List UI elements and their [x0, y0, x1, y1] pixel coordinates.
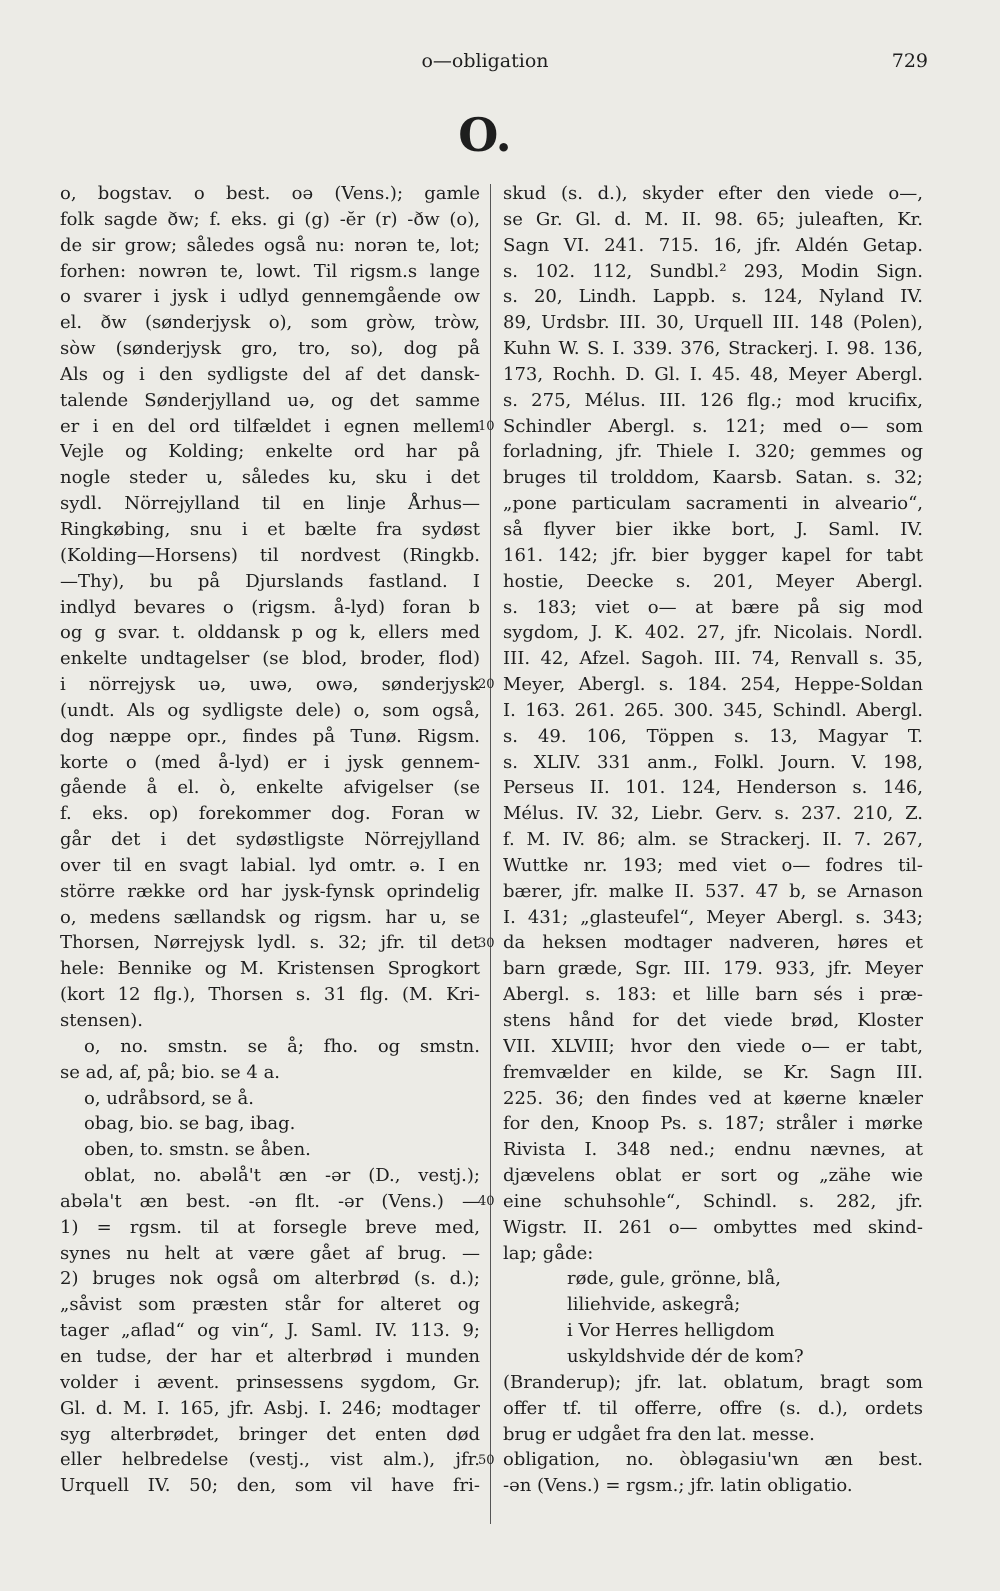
- text-line: Abergl. s. 183: et lille barn sés i præ-: [503, 984, 923, 1006]
- text-line: 161. 142; jfr. bier bygger kapel for tabt: [503, 544, 923, 566]
- text-line: gående å el. ò, enkelte afvigelser (se: [60, 777, 480, 799]
- text-line: f. eks. op) forekommer dog. Foran w: [60, 803, 480, 825]
- section-letter: O.: [458, 108, 512, 162]
- text-line: större række ord har jysk-fynsk oprindelig: [60, 880, 480, 902]
- margin-line-number: 40: [478, 1194, 495, 1210]
- running-head: [0, 46, 1000, 76]
- margin-line-number: 30: [478, 935, 495, 951]
- text-line: for den, Knoop Ps. s. 187; stråler i mørke: [503, 1113, 923, 1135]
- text-line: (Branderup); jfr. lat. oblatum, bragt som: [503, 1371, 923, 1393]
- text-line: bruges til trolddom, Kaarsb. Satan. s. 32;: [503, 467, 923, 489]
- text-line: I. 163. 261. 265. 300. 345, Schindl. Abergl.: [503, 699, 923, 721]
- text-line: Meyer, Abergl. s. 184. 254, Heppe-Soldan: [503, 674, 923, 696]
- text-line: s. 20, Lindh. Lappb. s. 124, Nyland IV.: [503, 286, 923, 308]
- text-line: o, no. smstn. se å; fho. og smstn.: [84, 1035, 480, 1057]
- text-line: -ən (Vens.) = rgsm.; jfr. latin obligatio.: [503, 1475, 853, 1497]
- text-line: 89, Urdsbr. III. 30, Urquell III. 148 (Polen),: [503, 312, 923, 334]
- text-line: hostie, Deecke s. 201, Meyer Abergl.: [503, 570, 923, 592]
- text-line: VII. XLVIII; hvor den viede o— er tabt,: [503, 1035, 923, 1057]
- column-divider: [490, 184, 491, 1524]
- text-line: s. 183; viet o— at bære på sig mod: [503, 596, 923, 618]
- text-line: s. 275, Mélus. III. 126 flg.; mod krucifix,: [503, 389, 923, 411]
- text-line: o, bogstav. o best. oə (Vens.); gamle: [60, 183, 480, 204]
- page-number: 729: [891, 50, 928, 72]
- text-line: syg alterbrødet, bringer det enten død: [60, 1423, 480, 1445]
- text-line: djævelens oblat er sort og „zähe wie: [503, 1165, 923, 1187]
- text-line: i Vor Herres helligdom: [567, 1320, 775, 1342]
- text-line: se Gr. Gl. d. M. II. 98. 65; juleaften, Kr.: [503, 208, 923, 230]
- text-line: barn græde, Sgr. III. 179. 933, jfr. Meyer: [503, 958, 923, 980]
- text-line: Mélus. IV. 32, Liebr. Gerv. s. 237. 210, Z.: [503, 803, 923, 825]
- text-line: de sir grow; således også nu: norən te, lot;: [60, 234, 480, 256]
- text-line: sydl. Nörrejylland til en linje Århus—: [60, 493, 480, 515]
- text-line: skud (s. d.), skyder efter den viede o—,: [503, 183, 923, 204]
- text-line: enkelte undtagelser (se blod, broder, flod): [60, 648, 480, 670]
- text-line: 173, Rochh. D. Gl. I. 45. 48, Meyer Abergl.: [503, 363, 923, 385]
- text-line: 2) bruges nok også om alterbrød (s. d.);: [60, 1268, 480, 1290]
- text-line: 225. 36; den findes ved at køerne knæler: [503, 1087, 923, 1109]
- text-line: lap; gåde:: [503, 1242, 594, 1264]
- text-line: Urquell IV. 50; den, som vil have fri-: [60, 1475, 480, 1497]
- text-line: volder i ævent. prinsessens sygdom, Gr.: [60, 1371, 480, 1393]
- text-line: tager „aflad“ og vin“, J. Saml. IV. 113. 9;: [60, 1320, 480, 1342]
- text-line: er i en del ord tilfældet i egnen mellem: [60, 415, 480, 437]
- text-line: så flyver bier ikke bort, J. Saml. IV.: [503, 518, 923, 540]
- text-line: stens hånd for det viede brød, Kloster: [503, 1010, 923, 1031]
- text-line: Vejle og Kolding; enkelte ord har på: [60, 441, 480, 463]
- text-line: hele: Bennike og M. Kristensen Sprogkort: [60, 958, 480, 980]
- text-line: Schindler Abergl. s. 121; med o— som: [503, 415, 923, 437]
- margin-line-number: 50: [478, 1452, 495, 1468]
- text-line: nogle steder u, således ku, sku i det: [60, 467, 480, 489]
- text-line: Gl. d. M. I. 165, jfr. Asbj. I. 246; modtager: [60, 1397, 480, 1419]
- text-line: (undt. Als og sydligste dele) o, som også,: [60, 699, 480, 721]
- text-line: oblat, no. abəlå't æn -ər (D., vestj.);: [84, 1165, 480, 1187]
- margin-line-number: 20: [478, 677, 495, 693]
- text-line: III. 42, Afzel. Sagoh. III. 74, Renvall s. 35,: [503, 648, 923, 670]
- right-column: [503, 181, 923, 1499]
- text-line: Kuhn W. S. I. 339. 376, Strackerj. I. 98. 136,: [503, 338, 923, 360]
- text-line: forladning, jfr. Thiele I. 320; gemmes og: [503, 441, 923, 463]
- margin-line-number: 10: [478, 418, 495, 434]
- text-line: folk sagde ðw; f. eks. gi (g) -ĕr (r) -ðw (o),: [60, 208, 480, 230]
- text-line: Als og i den sydligste del af det dansk-: [60, 363, 480, 385]
- text-line: abəla't æn best. -ən flt. -ər (Vens.) —: [60, 1190, 480, 1212]
- text-line: —Thy), bu på Djurslands fastland. I: [60, 570, 480, 592]
- text-line: s. 102. 112, Sundbl.² 293, Modin Sign.: [503, 260, 923, 282]
- text-line: Thorsen, Nørrejysk lydl. s. 32; jfr. til det: [60, 932, 480, 954]
- text-line: forhen: nowrən te, lowt. Til rigsm.s lange: [60, 260, 480, 282]
- text-line: liliehvide, askegrå;: [567, 1294, 741, 1316]
- text-line: f. M. IV. 86; alm. se Strackerj. II. 7. 267,: [503, 829, 923, 851]
- text-line: eine schuhsohle“, Schindl. s. 282, jfr.: [503, 1190, 923, 1212]
- text-line: fremvælder en kilde, se Kr. Sagn III.: [503, 1061, 923, 1083]
- text-line: talende Sønderjylland uə, og det samme: [60, 389, 480, 411]
- text-line: sygdom, J. K. 402. 27, jfr. Nicolais. Nordl.: [503, 622, 923, 644]
- text-line: offer tf. til offerre, offre (s. d.), ordets: [503, 1397, 923, 1419]
- text-line: indlyd bevares o (rigsm. å-lyd) foran b: [60, 596, 480, 618]
- text-line: Sagn VI. 241. 715. 16, jfr. Aldén Getap.: [503, 234, 923, 256]
- text-line: brug er udgået fra den lat. messe.: [503, 1423, 815, 1445]
- text-line: dog næppe opr., findes på Tunø. Rigsm.: [60, 725, 480, 747]
- text-line: o, udråbsord, se å.: [84, 1087, 254, 1109]
- text-line: røde, gule, grönne, blå,: [567, 1268, 782, 1290]
- text-line: stensen).: [60, 1010, 143, 1031]
- text-line: „pone particulam sacramenti in alveario“,: [503, 493, 923, 515]
- text-line: Rivista I. 348 ned.; endnu nævnes, at: [503, 1139, 923, 1161]
- text-line: 1) = rgsm. til at forsegle breve med,: [60, 1216, 480, 1238]
- text-line: s. 49. 106, Töppen s. 13, Magyar T.: [503, 725, 923, 747]
- text-line: korte o (med å-lyd) er i jysk gennem-: [60, 751, 480, 773]
- text-line: i nörrejysk uə, uwə, owə, sønderjysk: [60, 674, 480, 696]
- text-line: sòw (sønderjysk gro, tro, so), dog på: [60, 338, 480, 360]
- text-line: Perseus II. 101. 124, Henderson s. 146,: [503, 777, 923, 799]
- text-line: s. XLIV. 331 anm., Folkl. Journ. V. 198,: [503, 751, 923, 773]
- text-line: uskyldshvide dér de kom?: [567, 1345, 804, 1367]
- text-line: en tudse, der har et alterbrød i munden: [60, 1345, 480, 1367]
- text-line: da heksen modtager nadveren, høres et: [503, 932, 923, 954]
- text-line: bærer, jfr. malke II. 537. 47 b, se Arnason: [503, 880, 923, 902]
- left-column: [60, 181, 480, 1499]
- text-line: oben, to. smstn. se åben.: [84, 1139, 311, 1161]
- text-line: obag, bio. se bag, ibag.: [84, 1113, 296, 1135]
- running-title: o—obligation: [421, 50, 549, 72]
- text-line: (Kolding—Horsens) til nordvest (Ringkb.: [60, 544, 480, 566]
- text-line: „såvist som præsten står for alteret og: [60, 1294, 480, 1316]
- text-line: Wigstr. II. 261 o— ombyttes med skind-: [503, 1216, 923, 1238]
- text-line: over til en svagt labial. lyd omtr. ə. I en: [60, 854, 480, 876]
- text-line: eller helbredelse (vestj., vist alm.), jfr.: [60, 1449, 480, 1471]
- text-line: Wuttke nr. 193; med viet o— fodres til-: [503, 854, 923, 876]
- text-line: Ringkøbing, snu i et bælte fra sydøst: [60, 518, 480, 540]
- text-line: (kort 12 flg.), Thorsen s. 31 flg. (M. Kri-: [60, 984, 480, 1006]
- text-line: og g svar. t. olddansk p og k, ellers med: [60, 622, 480, 644]
- text-line: I. 431; „glasteufel“, Meyer Abergl. s. 343;: [503, 906, 923, 928]
- text-line: se ad, af, på; bio. se 4 a.: [60, 1061, 281, 1083]
- text-line: o, medens sællandsk og rigsm. har u, se: [60, 906, 480, 928]
- text-line: går det i det sydøstligste Nörrejylland: [60, 829, 480, 851]
- text-line: obligation, no. òbləgasiu'wn æn best.: [503, 1449, 923, 1471]
- text-line: o svarer i jysk i udlyd gennemgående ow: [60, 286, 480, 308]
- text-line: el. ðw (sønderjysk o), som gròw, tròw,: [60, 312, 480, 334]
- text-line: synes nu helt at være gået af brug. —: [60, 1242, 480, 1264]
